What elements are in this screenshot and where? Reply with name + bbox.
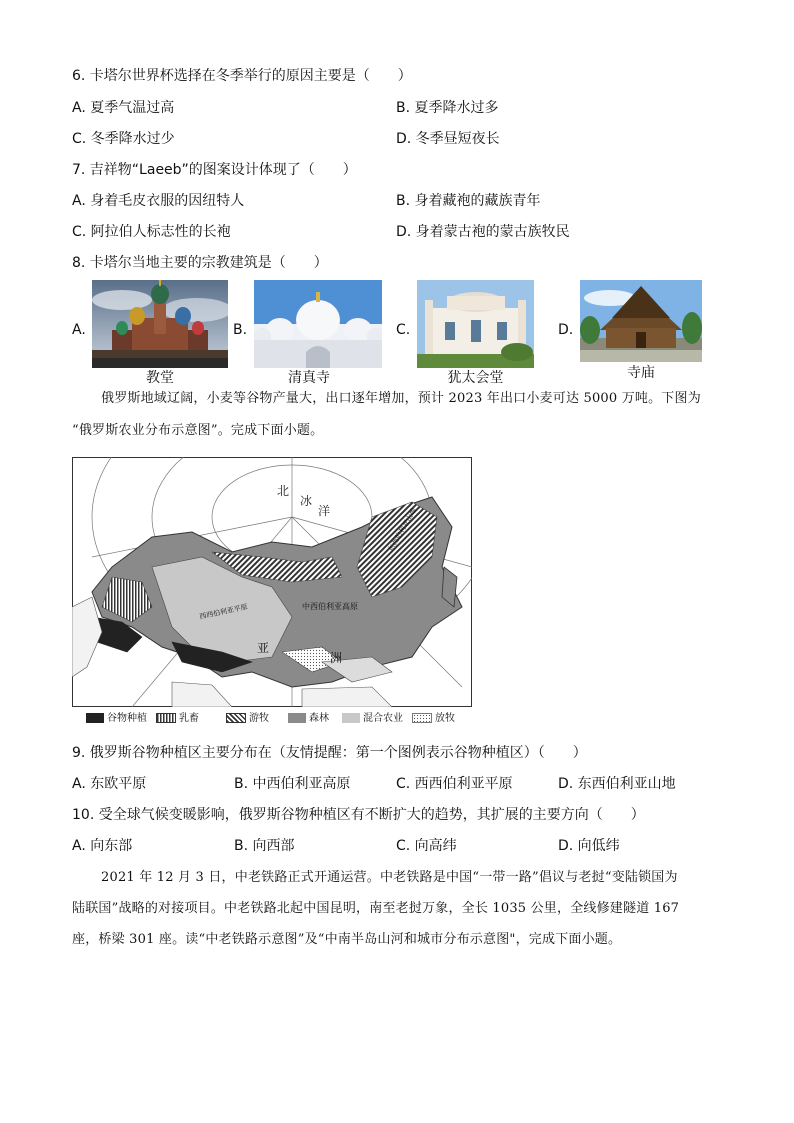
q8-label-d[interactable]: D. xyxy=(558,322,574,338)
caption-temple: 寺庙 xyxy=(627,365,655,381)
legend-dairy-swatch xyxy=(156,713,176,723)
passage-railway-line2: 陆联国”战略的对接项目。中老铁路北起中国昆明，南至老挝万象，全长 1035 公里，全线修建隧道 167 xyxy=(72,901,680,916)
church-photo[interactable] xyxy=(92,280,228,368)
map-label-east-siberian-mountains: 东西伯利亚山地 xyxy=(386,506,419,553)
map-label-ocean: 洋 xyxy=(318,504,331,518)
legend-nomadic-swatch xyxy=(226,713,246,723)
q9-option-c[interactable]: C. 西西伯利亚平原 xyxy=(396,776,513,792)
q6-option-c[interactable]: C. 冬季降水过少 xyxy=(72,131,175,147)
legend-mixed xyxy=(342,712,403,726)
map-label-continent: 洲 xyxy=(330,651,343,665)
mosque-photo[interactable] xyxy=(254,280,382,368)
q8-label-b[interactable]: B. xyxy=(233,322,248,338)
caption-synagogue: 犹太会堂 xyxy=(447,370,504,386)
temple-photo[interactable] xyxy=(580,280,702,362)
q7-option-b[interactable]: B. 身着藏袍的藏族青年 xyxy=(396,193,541,209)
legend-dairy xyxy=(156,712,199,726)
q10-option-d[interactable]: D. 向低纬 xyxy=(558,838,620,854)
q7-option-d[interactable]: D. 身着蒙古袍的蒙古族牧民 xyxy=(396,224,570,240)
q7-stem: 7. 吉祥物“Laeeb”的图案设计体现了（ ） xyxy=(72,162,357,178)
map-label-asia: 亚 xyxy=(257,641,270,655)
q8-stem: 8. 卡塔尔当地主要的宗教建筑是（ ） xyxy=(72,255,328,271)
q9-stem: 9. 俄罗斯谷物种植区主要分布在（友情提醒：第一个图例表示谷物种植区）（ ） xyxy=(72,745,587,761)
q9-option-a[interactable]: A. 东欧平原 xyxy=(72,776,147,792)
map-label-central-siberian-plateau: 中西伯利亚高原 xyxy=(302,602,358,611)
legend-grain-label: 谷物种植 xyxy=(107,713,147,724)
russia-agriculture-map xyxy=(72,457,472,707)
q10-option-a[interactable]: A. 向东部 xyxy=(72,838,133,854)
caption-church: 教堂 xyxy=(146,370,174,386)
legend-forest-label: 森林 xyxy=(309,713,329,724)
legend-mixed-swatch xyxy=(342,713,360,723)
legend-grazing-swatch xyxy=(412,713,432,723)
map-label-west-siberian-plain: 西西伯利亚平原 xyxy=(198,602,249,621)
q10-option-b[interactable]: B. 向西部 xyxy=(234,838,295,854)
q7-option-c[interactable]: C. 阿拉伯人标志性的长袍 xyxy=(72,224,231,240)
legend-grazing xyxy=(412,712,455,726)
q10-option-c[interactable]: C. 向高纬 xyxy=(396,838,457,854)
legend-grain xyxy=(86,712,147,726)
q10-stem: 10. 受全球气候变暖影响，俄罗斯谷物种植区有不断扩大的趋势，其扩展的主要方向（ ） xyxy=(72,807,645,823)
synagogue-photo[interactable] xyxy=(417,280,534,368)
legend-mixed-label: 混合农业 xyxy=(363,713,403,724)
legend-grazing-label: 放牧 xyxy=(435,713,455,724)
legend-forest-swatch xyxy=(288,713,306,723)
q8-label-c[interactable]: C. xyxy=(396,322,411,338)
q6-option-a[interactable]: A. 夏季气温过高 xyxy=(72,100,175,116)
passage-railway-line1: 2021 年 12 月 3 日，中老铁路正式开通运营。中老铁路是中国“一带一路”倡议与老挝“变陆锁国为 xyxy=(101,870,678,885)
passage-russia-line1: 俄罗斯地域辽阔，小麦等谷物产量大，出口逐年增加，预计 2023 年出口小麦可达 5000 万吨。下图为 xyxy=(101,391,701,406)
caption-mosque: 清真寺 xyxy=(288,370,330,386)
passage-railway-line3: 座，桥梁 301 座。读“中老铁路示意图”及“中南半岛山河和城市分布示意图"，完成下面小题。 xyxy=(72,932,622,947)
passage-russia-line2: “俄罗斯农业分布示意图”。完成下面小题。 xyxy=(72,423,324,438)
map-label-ice: 冰 xyxy=(300,494,313,508)
legend-nomadic-label: 游牧 xyxy=(249,713,269,724)
q9-option-b[interactable]: B. 中西伯利亚高原 xyxy=(234,776,351,792)
legend-dairy-label: 乳畜 xyxy=(179,713,199,724)
legend-nomadic xyxy=(226,712,269,726)
q6-stem: 6. 卡塔尔世界杯选择在冬季举行的原因主要是（ ） xyxy=(72,68,412,84)
q7-option-a[interactable]: A. 身着毛皮衣服的因纽特人 xyxy=(72,193,245,209)
legend-grain-swatch xyxy=(86,713,104,723)
q6-option-d[interactable]: D. 冬季昼短夜长 xyxy=(396,131,500,147)
legend-forest xyxy=(288,712,329,726)
q9-option-d[interactable]: D. 东西伯利亚山地 xyxy=(558,776,676,792)
q6-option-b[interactable]: B. 夏季降水过多 xyxy=(396,100,499,116)
q8-label-a[interactable]: A. xyxy=(72,322,86,338)
map-label-north: 北 xyxy=(277,484,290,498)
